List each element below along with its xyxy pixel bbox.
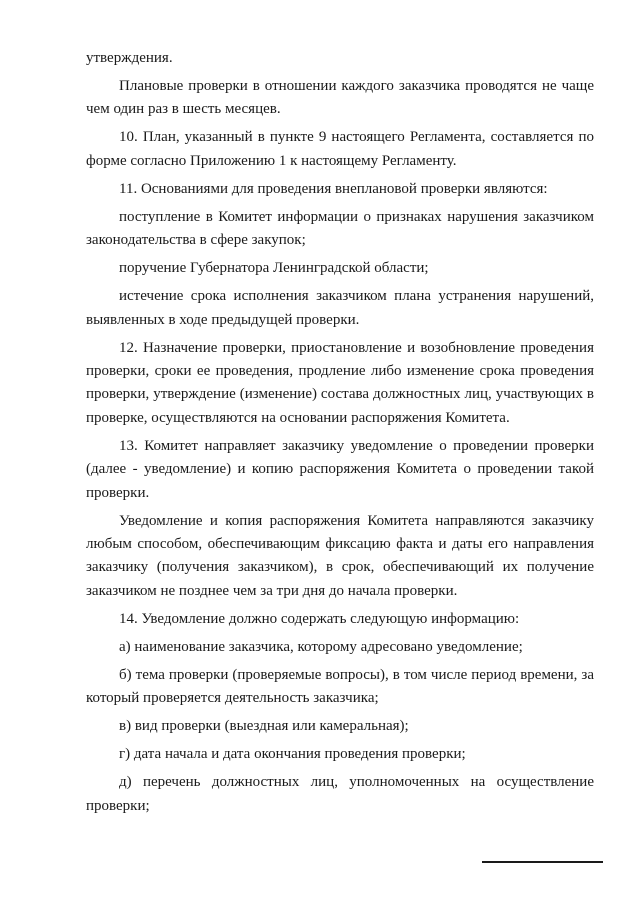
- document-body: [86, 47, 594, 823]
- paragraph-ground-deadline: истечение срока исполнения заказчиком плана устранения нарушений, выявленных в ходе предыдущей проверки.: [86, 288, 594, 328]
- paragraph-item-12: 12. Назначение проверки, приостановление и возобновление проведения проверки, сроки ее проведения, продление либо изменение срока проведения проверки, утверждение (изменение) состава должностных лиц, участвующих в проверке, осуществляются на основании распоряжения Комитета.: [86, 339, 594, 426]
- paragraph-item-14: 14. Уведомление должно содержать следующую информацию:: [119, 610, 520, 627]
- footer-rule: [482, 861, 603, 863]
- list-item-b: б) тема проверки (проверяемые вопросы), в том числе период времени, за который проверяется деятельность заказчика;: [86, 666, 594, 707]
- list-item-g: г) дата начала и дата окончания проведения проверки;: [119, 746, 466, 763]
- paragraph-continuation: утверждения.: [86, 50, 173, 66]
- list-item-d: д) перечень должностных лиц, уполномоченных на осуществление проверки;: [86, 774, 594, 814]
- list-item-v: в) вид проверки (выездная или камеральная);: [119, 718, 409, 735]
- paragraph-item-13: 13. Комитет направляет заказчику уведомление о проведении проверки (далее - уведомление) и копию распоряжения Комитета о проведении такой проверки.: [86, 437, 594, 501]
- paragraph-item-11: 11. Основаниями для проведения внеплановой проверки являются:: [119, 180, 548, 197]
- paragraph-ground-governor: поручение Губернатора Ленинградской области;: [119, 260, 429, 277]
- paragraph-item-10: 10. План, указанный в пункте 9 настоящего Регламента, составляется по форме согласно Приложению 1 к настоящему Регламенту.: [86, 129, 594, 169]
- paragraph-notification-delivery: Уведомление и копия распоряжения Комитета направляются заказчику любым способом, обеспечивающим фиксацию факта и даты его направления заказчику (получения заказчиком), в срок, обеспечивающий их получение заказчиком не позднее чем за три дня до начала проверки.: [86, 512, 594, 599]
- paragraph-ground-information: поступление в Комитет информации о признаках нарушения заказчиком законодательства в сфере закупок;: [86, 208, 594, 249]
- list-item-a: а) наименование заказчика, которому адресовано уведомление;: [119, 638, 523, 655]
- paragraph-planned-checks: Плановые проверки в отношении каждого заказчика проводятся не чаще чем один раз в шесть месяцев.: [86, 78, 594, 118]
